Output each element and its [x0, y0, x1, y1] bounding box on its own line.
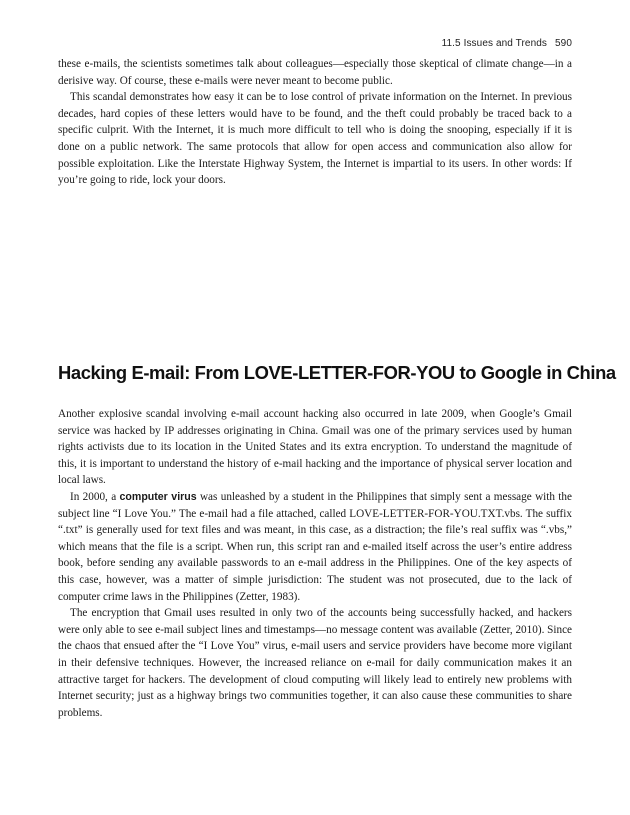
header-section-title: 11.5 Issues and Trends: [441, 38, 547, 49]
paragraph: This scandal demonstrates how easy it can be to lose control of private information on the Internet. In previous decades, hard copies of these letters would have to be found, and the theft could probably be traced back to a specific culprit. With the Internet, it is much more difficult to tell who is doing the snooping, especially if it is done on a public network. The same protocols that allow for open access and communication also allow for possible exploitation. Like the Interstate Highway System, the Internet is impartial to its users. In other words: If you’re going to ride, lock your doors.: [58, 91, 572, 187]
section-text-block: [58, 406, 572, 721]
top-text-block: [58, 56, 572, 189]
paragraph: these e-mails, the scientists sometimes talk about colleagues—especially those skeptical of climate change—in a derisive way. Of course, these e-mails were never meant to become public.: [58, 58, 572, 87]
paragraph: [58, 489, 572, 605]
paragraph: The encryption that Gmail uses resulted in only two of the accounts being successfully hacked, and hackers were only able to see e-mail subject lines and timestamps—no message content was available (Zetter, 2010). Since the chaos that ensued after the “I Love You” virus, e-mail users and service providers have become more vigilant in their defensive techniques. However, the increased reliance on e-mail for daily communication makes it an attractive target for hackers. The development of cloud computing will likely lead to entirely new problems with Internet security; just as a highway brings two communities together, it can also cause these communities to share problems.: [58, 607, 573, 719]
key-term: computer virus: [119, 490, 197, 503]
page-number: 590: [555, 38, 572, 49]
paragraph: Another explosive scandal involving e-mail account hacking also occurred in late 2009, when Google’s Gmail service was hacked by IP addresses originating in China. Gmail was one of the primary services used by human rights activists due to its location in the United States and its extra encryption. To understand the magnitude of this, it is important to understand the history of e-mail hacking and the importance of physical server location and local laws.: [58, 408, 572, 487]
section-heading: Hacking E-mail: From LOVE-LETTER-FOR-YOU to Google in China: [58, 362, 616, 383]
paragraph-text: was unleashed by a student in the Philippines that simply sent a message with the subject line “I Love You.” The e-mail had a file attached, called LOVE-LETTER-FOR-YOU.TXT.vbs. The suffix “.txt” is generally used for text files and was meant, in this case, as a distraction; the file’s real suffix was “.vbs,” which means that the file is a script. When run, this script ran and e-mailed itself across the user’s entire address book, before sending any available passwords to an e-mail address in the Philippines. One of the key aspects of this case, however, was a matter of simple jurisdiction: The student was not prosecuted, due to the lack of computer crime laws in the Philippines (Zetter, 1983).: [58, 490, 572, 603]
running-header: [442, 38, 572, 49]
paragraph-text: In 2000, a: [70, 490, 120, 503]
